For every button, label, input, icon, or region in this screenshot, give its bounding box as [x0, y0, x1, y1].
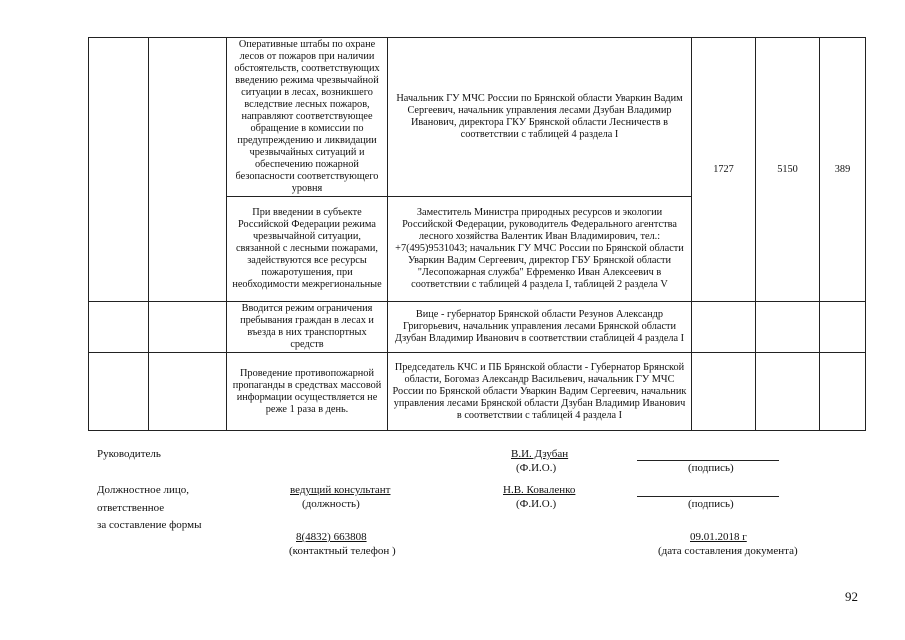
responsible-cell: Заместитель Министра природных ресурсов и экологии Российской Федерации, руководитель Федерального агентства лесного хозяйства Валентик Иван Владимирович, тел.: +7(495)9531043; начальник ГУ МЧС России по Брянской области Уваркин Вадим Сергеевич, директор ГБУ Брянской области "Лесопожарная служба" Ефременко Иван Алексеевич в соответствии с таблицей 4 раздела I, таблицей 2 раздела V: [388, 197, 692, 302]
official-fio-label: (Ф.И.О.): [516, 498, 557, 510]
table-row: [89, 38, 866, 197]
table-cell-empty: [820, 353, 866, 431]
date-label: (дата составления документа): [658, 545, 798, 557]
table-row: [89, 353, 866, 431]
page-number: 92: [845, 589, 858, 604]
table-cell-empty: [756, 302, 820, 353]
value-cell: 1727: [692, 38, 756, 302]
document-date: 09.01.2018 г: [690, 531, 747, 543]
table-cell-empty: [149, 302, 227, 353]
official-label-line1: Должностное лицо,: [97, 484, 189, 496]
table-cell-empty: [692, 302, 756, 353]
table-cell-empty: [149, 353, 227, 431]
phone-label: (контактный телефон ): [289, 545, 396, 557]
responsible-cell: Начальник ГУ МЧС России по Брянской области Уваркин Вадим Сергеевич, начальник управления лесами Дзубан Владимир Иванович, директора ГКУ Брянской области Лесничеств в соответствии с таблицей 4 раздела I: [388, 38, 692, 197]
table-cell-empty: [820, 302, 866, 353]
responsible-cell: Председатель КЧС и ПБ Брянской области - Губернатор Брянской области, Богомаз Александр Васильевич, начальник ГУ МЧС России по Брянской области Уваркин Вадим Сергеевич, начальник управления лесами Брянской области Дзубан Владимир Иванович в соответствии с таблицей 4 раздела I: [388, 353, 692, 431]
official-position: ведущий консультант: [290, 484, 391, 496]
condition-cell: Оперативные штабы по охране лесов от пожаров при наличии обстоятельств, соответствующих введению режима чрезвычайной ситуации в лесах, возникшего вследствие лесных пожаров, направляют соответствующее обращение в комиссии по предупреждению и ликвидации чрезвычайных ситуаций и обеспечению пожарной безопасности соответствующего уровня: [227, 38, 388, 197]
head-name: В.И. Дзубан: [511, 448, 569, 460]
table-cell-empty: [89, 38, 149, 302]
table-cell-empty: [756, 353, 820, 431]
condition-cell: Проведение противопожарной пропаганды в средствах массовой информации осуществляется не реже 1 раза в день.: [227, 353, 388, 431]
position-label: (должность): [302, 498, 360, 510]
table-row: [89, 302, 866, 353]
official-label-line2: ответственное: [97, 502, 165, 514]
value-cell: 5150: [756, 38, 820, 302]
emergency-measures-table: [88, 37, 866, 431]
head-fio-label: (Ф.И.О.): [516, 462, 557, 474]
table-cell-empty: [89, 302, 149, 353]
table-cell-empty: [692, 353, 756, 431]
head-sign-label: (подпись): [688, 462, 734, 474]
official-label-line3: за составление формы: [97, 519, 202, 531]
official-signature-line: [637, 496, 779, 497]
official-sign-label: (подпись): [688, 498, 734, 510]
table-cell-empty: [149, 38, 227, 302]
value-cell: 389: [820, 38, 866, 302]
official-name: Н.В. Коваленко: [503, 484, 576, 496]
condition-cell: При введении в субъекте Российской Федерации режима чрезвычайной ситуации, связанной с лесными пожарами, задействуются все ресурсы пожаротушения, при необходимости межрегиональные: [227, 197, 388, 302]
condition-cell: Вводится режим ограничения пребывания граждан в лесах и въезда в них транспортных средств: [227, 302, 388, 353]
head-label: Руководитель: [97, 448, 161, 460]
contact-phone: 8(4832) 663808: [296, 531, 367, 543]
head-signature-line: [637, 460, 779, 461]
table-cell-empty: [89, 353, 149, 431]
responsible-cell: Вице - губернатор Брянской области Резунов Александр Григорьевич, начальник управления лесами Брянской области Дзубан Владимир Иванович в соответствии стаблицей 4 раздела I: [388, 302, 692, 353]
